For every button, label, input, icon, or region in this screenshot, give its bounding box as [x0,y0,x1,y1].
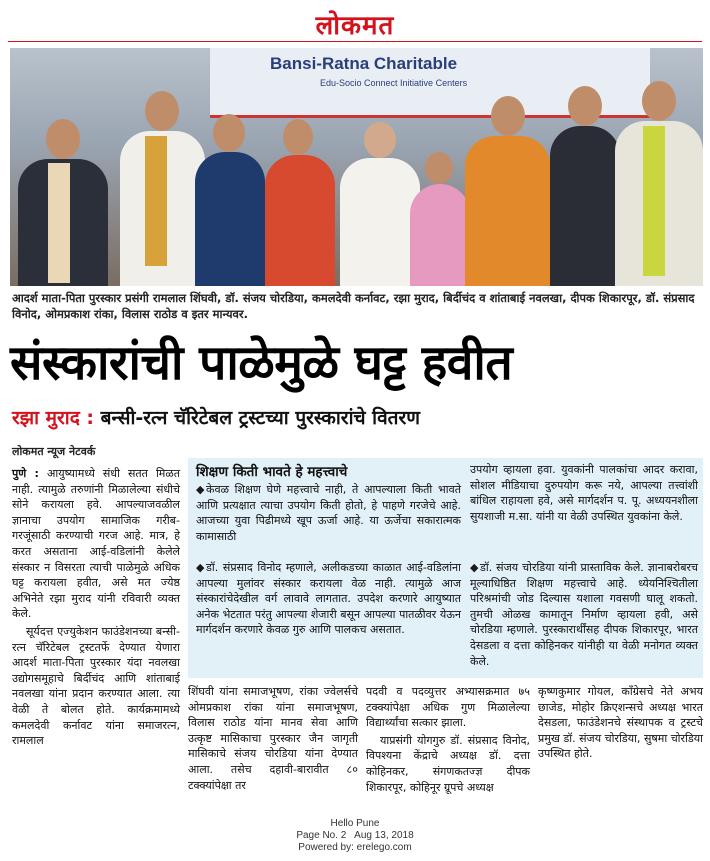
article-paragraph [12,466,180,622]
masthead [0,0,710,44]
article-column-1 [12,466,180,751]
dignitary-figure [195,106,265,286]
footer-edition: Hello Pune [330,818,380,829]
byline: लोकमत न्यूज नेटवर्क [12,445,96,458]
banner-subtitle: Edu-Socio Connect Initiative Centers [320,78,468,88]
subheadline [12,405,702,431]
dateline: पुणे : [12,467,39,480]
article-column-4: कृष्णकुमार गोयल, काँग्रेसचे नेते अभय छाजेड, मोहोर क्रिएशन्सचे अध्यक्ष भारत देसडला, फाउंडेशनचे संस्थापक व ट्रस्टचे प्रमुख डॉ. संजय चोरडिया, सुषमा चोरडिया उपस्थित होते. [538,685,703,761]
dignitary-figure [550,76,620,286]
article-paragraph: सूर्यदत्त एज्युकेशन फाउंडेशनच्या बन्सी-रत्न चॅरिटेबल ट्रस्टतर्फे देण्यात येणारा आदर्श माता-पिता पुरस्कार यंदा नवलखा उद्योगसमूहाचे बिर्दीचंद आणि शांताबाई नवलखा यांना प्रदान करण्यात आला. त्या वेळी ते बोलत होते. कार्यक्रमामध्ये कमलदेवी कर्नावट यांना समाजरत्न, रामलाल [12,624,180,748]
footer-powered-by: Powered by: erelego.com [298,842,412,853]
dignitary-figure [18,111,108,286]
article-text: आयुष्यामध्ये संधी सतत मिळत नाही. त्यामुळे तरुणांनी मिळालेल्या संधीचे सोने करायला हवे. आपल्याजवळील ज्ञानाचा उपयोग सामाजिक गरीब-गरजूंसाठी करण्याची गरज आहे. मात्र, हे करत असताना आई-वडिलांनी केलेले संस्कार न विसरता त्याची पाळेमुळे अधिक घट्ट करायला हवीत, असे मत ज्येष्ठ अभिनेते रझा मुराद यांनी रविवारी व्यक्त केले. [12,467,180,621]
event-photo [10,48,703,286]
subhead-speaker: रझा मुराद : [12,407,95,429]
bullet-text: केवळ शिक्षण घेणे महत्त्वाचे नाही, ते आपल्याला किती भावते आणि प्रत्यक्षात त्याचा उपयोग किती होतो, हे पाहणे गरजेचे आहे. आजच्या युवा पिढीमध्ये खूप ऊर्जा आहे. या ऊर्जेचा सकारात्मक कामासाठी [196,483,461,543]
bullet-text: उपयोग व्हायला हवा. युवकांनी पालकांचा आदर करावा, सोशल मीडियाचा दुरुपयोग करू नये, आपल्या तत्त्वांशी बांधिल राहायला हवे, असे मार्गदर्शन प. पू. अध्ययनशीला सुयशाजी म.सा. यांनी या वेळी उपस्थित युवकांना केले. [470,463,698,523]
headline: संस्कारांची पाळेमुळे घट्ट हवीत [10,335,513,391]
box-bullet-3 [470,560,698,671]
banner-title: Bansi-Ratna Charitable [270,54,458,73]
dignitary-figure [265,111,335,286]
article-column-2: शिंघवी यांना समाजभूषण, रांका ज्वेलर्सचे ओमप्रकाश रांका यांना समाजभूषण, विलास राठोड यांना मानव सेवा आणि उत्कृष्ट मासिकाचा पुरस्कार जैन जागृती मासिकाचे संजय चोरडिया यांना देण्यात आला. तसेच दहावी-बारावीत ८० टक्क्यांपेक्षा तर [188,685,358,792]
article-paragraph: याप्रसंगी योगगुरु डॉ. संप्रसाद विनोद, विपश्यना केंद्राचे अध्यक्ष डॉ. दत्ता कोहिनकर, संगणकतज्ज्ञ दीपक शिकारपूर, कोहिनूर ग्रूपचे अध्यक्ष [366,733,530,794]
footer-page-date: Page No. 2 Aug 13, 2018 [296,830,414,841]
dignitary-figure [615,71,703,286]
box-bullet-1-continued [470,462,698,526]
box-bullet-1 [196,482,461,546]
box-bullet-2 [196,560,461,640]
bullet-text: डॉ. संजय चोरडिया यांनी प्रास्ताविक केले. ज्ञानाबरोबरच मूल्याधिष्ठित शिक्षण महत्त्वाचे आहे. ध्येयनिश्चितीला परिश्रमांची जोड दिल्यास यशाला गवसणी घालू शकतो. तुमची ओळख कामातून निर्माण व्हायला हवी, असे चोरडिया म्हणाले. पुरस्कारार्थींसह दीपक शिकारपूर, भारत देसडला व दत्ता कोहिनकर यांनीही या वेळी मनोगत व्यक्त केले. [470,561,698,668]
highlight-box-title: शिक्षण किती भावते हे महत्त्वाचे [196,464,348,480]
article-column-3 [366,684,530,797]
dignitary-figure [410,146,470,286]
dignitary-figure [465,86,550,286]
bullet-diamond-icon: ◆ [196,483,205,496]
dignitary-figure [340,116,420,286]
bullet-diamond-icon: ◆ [470,561,479,574]
masthead-rule [8,41,702,42]
subhead-text: बन्सी-रत्न चॅरिटेबल ट्रस्टच्या पुरस्कारांचे वितरण [94,407,420,429]
page-footer [0,818,710,854]
photo-caption: आदर्श माता-पिता पुरस्कार प्रसंगी रामलाल शिंघवी, डॉ. संजय चोरडिया, कमलदेवी कर्नावट, रझा मुराद, बिर्दीचंद व शांताबाई नवलखा, दीपक शिकारपूर, डॉ. संप्रसाद विनोद, ओमप्रकाश रांका, विलास राठोड व इतर मान्यवर. [12,291,695,321]
article-paragraph: पदवी व पदव्युत्तर अभ्यासक्रमात ७५ टक्क्यांपेक्षा अधिक गुण मिळालेल्या विद्यार्थ्यांचा सत्कार झाला. [366,685,530,730]
dignitary-figure [120,81,205,286]
bullet-diamond-icon: ◆ [196,561,205,574]
lokmat-logo: लोकमत [315,11,395,41]
bullet-text: डॉ. संप्रसाद विनोद म्हणाले, अलीकडच्या काळात आई-वडिलांना आपल्या मुलांवर संस्कार करायला वेळ नाही. त्यामुळे आज संस्कारांचेदेखील वर्ग लावावे लागतात. उपदेश करणारे आयुष्यात अनेक भेटतात परंतु आपल्या शेजारी बसून आपल्या पातळीवर येऊन मार्गदर्शन करणारे केवळ गुरु आणि पालकच असतात. [196,561,461,637]
